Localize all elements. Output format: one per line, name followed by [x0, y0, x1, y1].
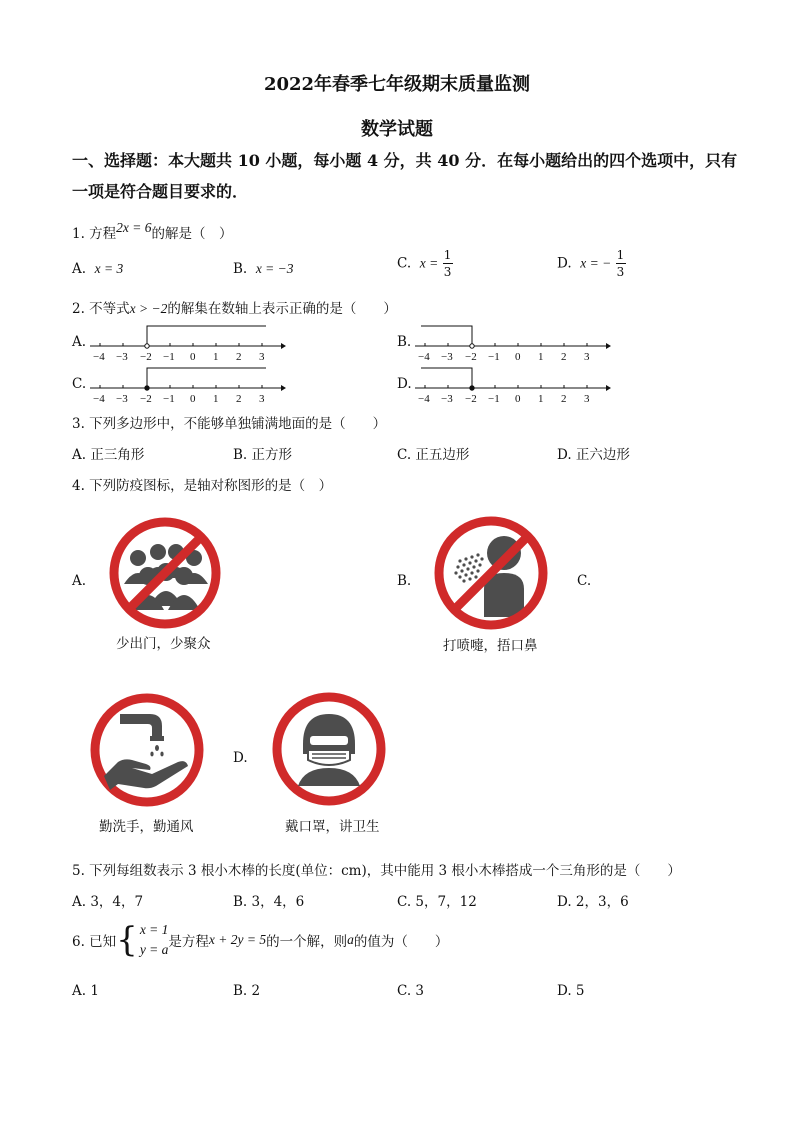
q1-c-fraction [443, 249, 453, 278]
tick-label: −2 [465, 351, 477, 362]
numerator: 1 [443, 248, 452, 262]
q1-equation: 2x = 6 [116, 220, 152, 235]
question-3-stem: 3. 下列多边形中，不能够单独铺满地面的是（ ） [72, 416, 387, 432]
q6-option-d[interactable]: D. 5 [557, 983, 585, 999]
q2-inequality: x > −2 [129, 301, 168, 316]
wear-mask-icon [268, 688, 390, 810]
tick-label: −4 [418, 393, 430, 404]
number-line-a [86, 322, 286, 362]
tick-label: −4 [93, 351, 105, 362]
q6-equation: x + 2y = 5 [208, 932, 267, 947]
tick-label: 1 [213, 351, 219, 362]
q1-d-fraction [616, 249, 626, 278]
section-line-1: 一、选择题：本大题共 10 小题，每小题 4 分，共 40 分．在每小题给出的四个选项中，只有 [72, 151, 738, 170]
tick-label: −2 [140, 393, 152, 404]
q5-option-b[interactable]: B. 3，4，6 [233, 894, 305, 910]
open-endpoint [145, 344, 149, 348]
wash-hands-icon [86, 690, 208, 810]
option-text: x = 3 [94, 261, 124, 276]
q6-variable: a [347, 932, 354, 947]
q2-prefix: 2. 不等式 [72, 301, 130, 317]
q1-prefix: 1. 方程 [72, 226, 117, 242]
question-1-stem [72, 222, 233, 242]
q3-option-b[interactable]: B. 正方形 [233, 447, 293, 463]
option-label: D. [557, 255, 572, 272]
q2-suffix: 的解集在数轴上表示正确的是（ ） [167, 301, 397, 317]
option-label: A. [72, 261, 87, 277]
q1-option-d[interactable] [557, 249, 626, 278]
tick-label: 2 [236, 351, 242, 362]
tick-label: 3 [584, 393, 590, 404]
q6-suffix-2: 的值为（ ） [353, 934, 449, 950]
tick-label: −1 [488, 393, 500, 404]
closed-endpoint [145, 386, 149, 390]
q3-option-d[interactable]: D. 正六边形 [557, 447, 630, 463]
question-2-stem [72, 297, 397, 317]
tick-label: 3 [259, 351, 265, 362]
q4-caption-d: 戴口罩，讲卫生 [285, 819, 380, 835]
tick-label: 3 [259, 393, 265, 404]
option-label: B. [233, 261, 248, 277]
tick-label: 2 [236, 393, 242, 404]
q6-option-a[interactable]: A. 1 [72, 983, 99, 999]
option-label: C. [397, 255, 412, 272]
denominator: 3 [443, 265, 452, 279]
cover-sneeze-icon [430, 513, 552, 633]
q2-label-a[interactable]: A. [72, 334, 87, 350]
q6-option-b[interactable]: B. 2 [233, 983, 261, 999]
tick-label: −3 [116, 351, 128, 362]
tick-label: −4 [418, 351, 430, 362]
left-brace-icon: { [116, 920, 138, 960]
tick-label: −3 [441, 351, 453, 362]
no-gathering-icon [106, 514, 224, 632]
q4-label-b[interactable]: B. [397, 573, 412, 589]
q6-middle: 是方程 [168, 934, 209, 950]
tick-label: −4 [93, 393, 105, 404]
question-5-stem: 5. 下列每组数表示 3 根小木棒的长度(单位：cm)，其中能用 3 根小木棒搭成一个三角形的是（ ） [72, 863, 681, 879]
tick-label: −2 [140, 351, 152, 362]
tick-label: 2 [561, 393, 567, 404]
equation-system [116, 920, 168, 960]
tick-label: 0 [515, 351, 521, 362]
tick-label: −1 [163, 351, 175, 362]
system-row-2: y = a [139, 942, 169, 957]
tick-label: 1 [213, 393, 219, 404]
closed-endpoint [470, 386, 474, 390]
q5-option-c[interactable]: C. 5，7，12 [397, 894, 477, 910]
tick-label: 1 [538, 393, 544, 404]
q1-option-c[interactable] [397, 249, 453, 278]
q1-suffix: 的解是（ ） [151, 226, 233, 242]
q6-option-c[interactable]: C. 3 [397, 983, 425, 999]
solution-ray [421, 326, 472, 346]
q4-caption-c: 勤洗手，勤通风 [99, 819, 194, 835]
tick-label: 1 [538, 351, 544, 362]
option-text: x = [419, 255, 439, 271]
q3-option-c[interactable]: C. 正五边形 [397, 447, 470, 463]
q1-option-b[interactable] [233, 261, 294, 277]
tick-label: 3 [584, 351, 590, 362]
q4-label-c[interactable]: C. [577, 573, 592, 589]
solution-ray [421, 368, 472, 388]
q2-label-c[interactable]: C. [72, 376, 87, 392]
q4-label-d[interactable]: D. [233, 750, 248, 766]
q4-caption-a: 少出门，少聚众 [116, 636, 211, 652]
q1-option-a[interactable] [72, 261, 123, 277]
question-6-stem [72, 920, 448, 960]
number-line-c [86, 364, 286, 404]
open-endpoint [470, 344, 474, 348]
tick-label: 0 [190, 393, 196, 404]
tick-label: −3 [441, 393, 453, 404]
q2-label-b[interactable]: B. [397, 334, 412, 350]
exam-title: 2022年春季七年级期末质量监测 [263, 74, 531, 95]
numerator: 1 [616, 248, 625, 262]
tick-label: −1 [488, 351, 500, 362]
exam-subtitle: 数学试题 [361, 119, 433, 140]
section-line-2: 一项是符合题目要求的． [72, 182, 249, 201]
number-line-d [411, 364, 611, 404]
tick-label: −1 [163, 393, 175, 404]
solution-ray [147, 326, 266, 346]
solution-ray [147, 368, 266, 388]
tick-label: 2 [561, 351, 567, 362]
question-4-stem: 4. 下列防疫图标，是轴对称图形的是（ ） [72, 478, 333, 494]
option-text: x = −3 [255, 261, 294, 276]
q6-prefix: 6. 已知 [72, 934, 117, 950]
denominator: 3 [616, 265, 625, 279]
tick-label: −2 [465, 393, 477, 404]
q6-suffix-1: 的一个解，则 [266, 934, 348, 950]
tick-label: −3 [116, 393, 128, 404]
q2-label-d[interactable]: D. [397, 376, 412, 392]
tick-label: 0 [190, 351, 196, 362]
number-line-b [411, 322, 611, 362]
q4-caption-b: 打喷嚏，捂口鼻 [443, 638, 538, 654]
tick-label: 0 [515, 393, 521, 404]
system-row-1: x = 1 [139, 922, 169, 937]
option-text: x = − [580, 255, 612, 271]
q4-label-a[interactable]: A. [72, 573, 87, 589]
q5-option-d[interactable]: D. 2，3，6 [557, 894, 629, 910]
q3-option-a[interactable]: A. 正三角形 [72, 447, 145, 463]
q5-option-a[interactable]: A. 3，4，7 [72, 894, 144, 910]
section-header [72, 145, 737, 207]
